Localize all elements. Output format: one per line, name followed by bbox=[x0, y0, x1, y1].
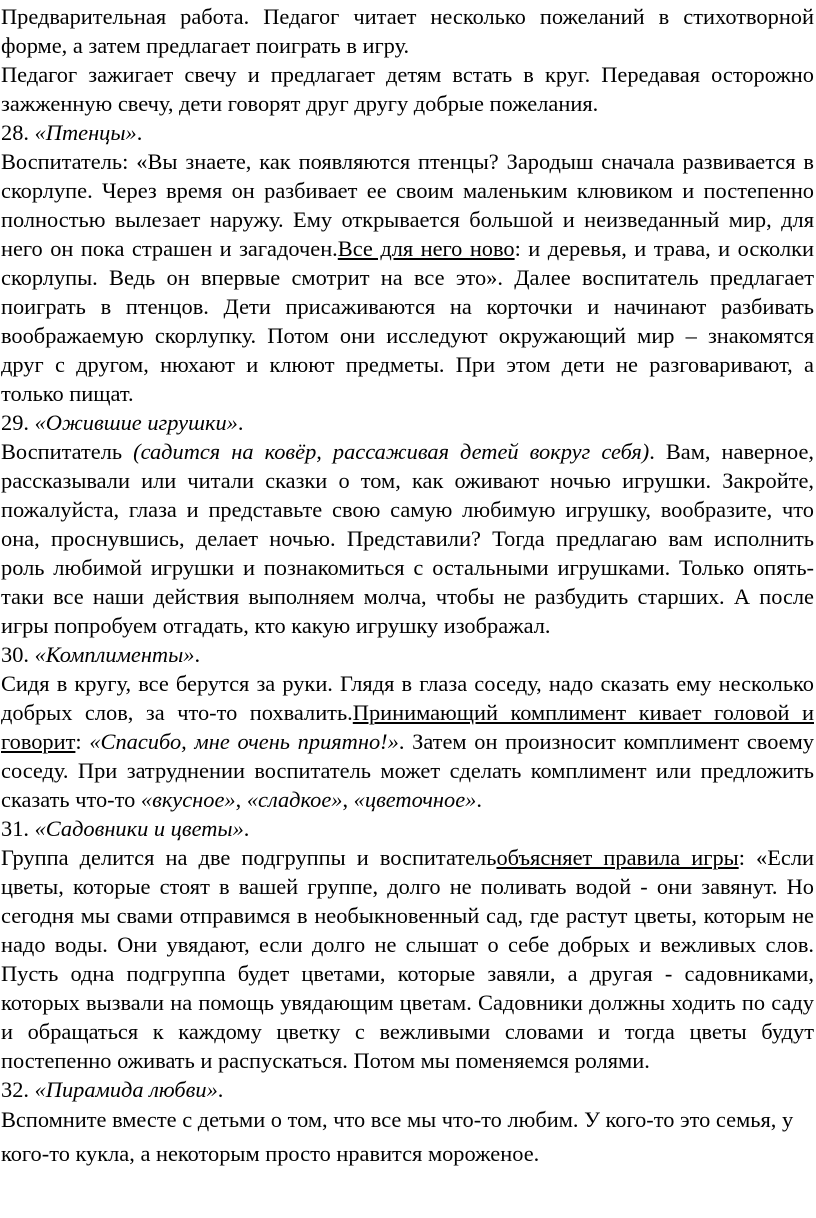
p30-text-d: . bbox=[476, 787, 482, 812]
paragraph-candle: Педагог зажигает свечу и предлагает детям встать в круг. Передавая осторожно зажженную свечу, дети говорят друг другу добрые пожелания. bbox=[1, 62, 814, 116]
p28-text-a: Воспитатель: «Вы знаете, как появляются птенцы? Зародыш сначала развивается в скорлупе. Через время он разбивает ее своим маленьким клювиком и постепенно полностью вылезает наружу. Ему открывается большой и неизведанный мир, для него он пока страшен и загадочен. bbox=[1, 149, 814, 261]
heading-30 bbox=[1, 640, 814, 669]
p30-sep-1: , bbox=[235, 787, 247, 812]
p31-text-b: : «Если цветы, которые стоят в вашей группе, долго не поливать водой - они завянут. Но сегодня мы свами отправимся в необыкновенный сад, где растут цветы, которым не надо воды. Они увядают, если долго не слышат о себе добрых и вежливых слов. Пусть одна подгруппа будет цветами, которые завяли, а другая - садовниками, которых вызвали на помощь увядающим цветам. Садовники должны ходить по саду и обращаться к каждому цветку с вежливыми словами и тогда цветы будут постепенно оживать и распускаться. Потом мы поменяемся ролями. bbox=[1, 845, 814, 1073]
heading-31-title: «Садовники и цветы» bbox=[34, 816, 244, 841]
p30-text-a: Сидя в кругу, все берутся за руки. Глядя в глаза соседу, надо сказать ему несколько добрых слов, за что-то похвалить. bbox=[1, 671, 814, 725]
heading-30-end: . bbox=[194, 642, 201, 667]
heading-28-end: . bbox=[136, 120, 143, 145]
paragraph-preliminary: Предварительная работа. Педагог читает несколько пожеланий в стихотворной форме, а затем предлагает поиграть в игру. bbox=[1, 4, 814, 58]
heading-29-title: «Ожившие игрушки» bbox=[34, 410, 238, 435]
p30-sep-2: , bbox=[342, 787, 354, 812]
heading-31 bbox=[1, 814, 814, 843]
p29-italic: (садится на ковёр, рассаживая детей вокруг себя) bbox=[133, 439, 650, 464]
p29-text-a: Воспитатель bbox=[1, 439, 134, 464]
heading-32-number: 32. bbox=[1, 1077, 35, 1102]
p28-underlined: Все для него ново bbox=[337, 236, 515, 261]
heading-31-number: 31. bbox=[1, 816, 35, 841]
p30-underlined: Принимающий комплимент кивает головой и говорит bbox=[1, 700, 814, 754]
heading-28-title: «Птенцы» bbox=[34, 120, 137, 145]
heading-28 bbox=[1, 118, 814, 147]
heading-30-number: 30. bbox=[1, 642, 35, 667]
p30-quote-thanks: «Спасибо, мне очень приятно!» bbox=[89, 729, 399, 754]
p29-text-b: . Вам, наверное, рассказывали или читали сказки о том, как оживают ночью игрушки. Закройте, пожалуйста, глаза и представьте свою самую любимую игрушку, вообразите, что она, проснувшись, делает ночью. Представили? Тогда предлагаю вам исполнить роль любимой игрушки и познакомиться с остальными игрушками. Только опять-таки все наши действия выполняем молча, чтобы не разбудить старших. А после игры попробуем отгадать, кто какую игрушку изображал. bbox=[1, 439, 815, 638]
p30-text-b: : bbox=[75, 729, 90, 754]
paragraph-30 bbox=[1, 669, 814, 814]
heading-30-title: «Комплименты» bbox=[34, 642, 195, 667]
heading-28-number: 28. bbox=[1, 120, 35, 145]
heading-32-title: «Пирамида любви» bbox=[34, 1077, 218, 1102]
paragraph-31 bbox=[1, 843, 814, 1075]
heading-29-number: 29. bbox=[1, 410, 35, 435]
paragraph-29 bbox=[1, 437, 814, 640]
p30-text-c: . Затем он произносит комплимент своему соседу. При затруднении воспитатель может сделать комплимент или предложить сказать что-то bbox=[1, 729, 814, 812]
p30-quote-sweet: «сладкое» bbox=[246, 787, 343, 812]
paragraph-32: Вспомните вместе с детьми о том, что все мы что-то любим. У кого-то это семья, у кого-то кукла, а некоторым просто нравится мороженое. bbox=[1, 1107, 794, 1166]
heading-31-end: . bbox=[243, 816, 250, 841]
p30-quote-tasty: «вкусное» bbox=[140, 787, 236, 812]
heading-29-end: . bbox=[237, 410, 244, 435]
p31-text-a: Группа делится на две подгруппы и воспитатель bbox=[1, 845, 497, 870]
p30-quote-flower: «цветочное» bbox=[353, 787, 477, 812]
heading-32 bbox=[1, 1075, 814, 1104]
p28-text-b: : и деревья, и трава, и осколки скорлупы. Ведь он впервые смотрит на все это». Далее воспитатель предлагает поиграть в птенцов. Дети присаживаются на корточки и начинают разбивать воображаемую скорлупку. Потом они исследуют окружающий мир – знакомятся друг с другом, нюхают и клюют предметы. При этом дети не разговаривают, а только пищат. bbox=[1, 236, 814, 406]
heading-29 bbox=[1, 408, 814, 437]
heading-32-end: . bbox=[217, 1077, 224, 1102]
p31-underlined: объясняет правила игры bbox=[496, 845, 739, 870]
paragraph-28 bbox=[1, 147, 814, 408]
